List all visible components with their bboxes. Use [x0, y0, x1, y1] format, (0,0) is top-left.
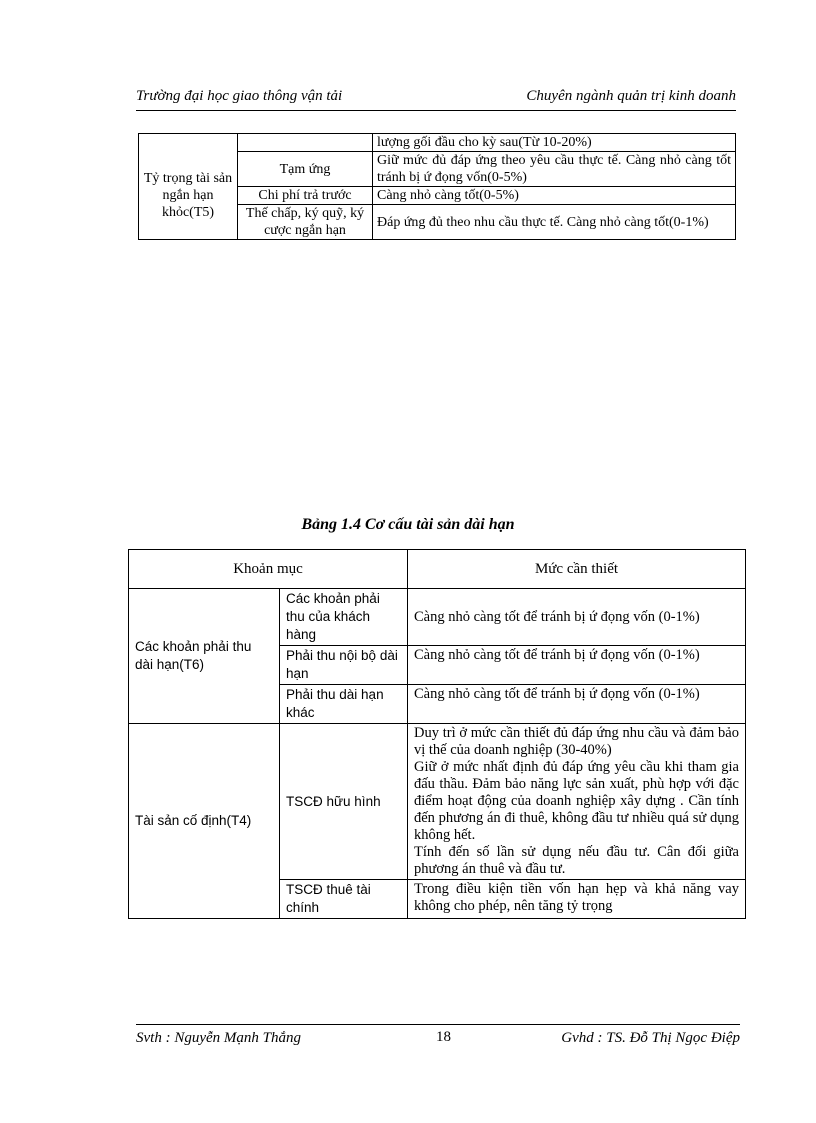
group-label-t5: Tỷ trọng tài sản ngắn hạn khỏc(T5) — [139, 152, 238, 240]
item-desc: Càng nhỏ càng tốt để tránh bị ứ đọng vốn (0-1%) — [408, 646, 746, 685]
item-label: Tạm ứng — [238, 152, 373, 187]
item-label: Phải thu dài hạn khác — [280, 685, 408, 724]
item-label: Phải thu nội bộ dài hạn — [280, 646, 408, 685]
desc-paragraph: Tính đến số lần sử dụng nếu đầu tư. Cân đối giữa phương án thuê và đầu tư. — [414, 844, 739, 877]
table-short-term-assets — [138, 133, 736, 240]
table-row — [139, 152, 736, 187]
table-cell: lượng gối đầu cho kỳ sau(Từ 10-20%) — [373, 134, 736, 152]
table-row — [129, 724, 746, 880]
item-desc: Trong điều kiện tiền vốn hạn hẹp và khả năng vay không cho phép, nên tăng tỷ trọng — [408, 880, 746, 919]
desc-paragraph: Duy trì ở mức cần thiết đủ đáp ứng nhu cầu và đảm bảo vị thế của doanh nghiệp (30-40%) — [414, 725, 739, 758]
item-label: Các khoản phải thu của khách hàng — [280, 589, 408, 646]
item-desc: Càng nhỏ càng tốt(0-5%) — [373, 187, 736, 205]
header-major: Chuyên ngành quản trị kinh doanh — [526, 88, 736, 104]
table-cell — [139, 134, 238, 152]
desc-paragraph: Giữ ở mức nhất định đủ đáp ứng yêu cầu khi tham gia đấu thầu. Đảm bảo năng lực sản xuất, phù hợp với đặc điểm hoạt động của doanh nghiệp xây dựng . Cần tính đến phương án đi thuê, không đầu tư nhiều quá sử dụng không hết. — [414, 759, 739, 843]
table-long-term-assets — [128, 549, 746, 919]
item-label: TSCĐ hữu hình — [280, 724, 408, 880]
footer-student: Svth : Nguyễn Mạnh Thắng — [136, 1030, 301, 1046]
table-cell — [238, 134, 373, 152]
page-header — [136, 88, 736, 111]
item-label: Thế chấp, ký quỹ, ký cược ngắn hạn — [238, 205, 373, 240]
table-header-row — [129, 550, 746, 589]
page-number: 18 — [436, 1029, 451, 1045]
item-desc: Càng nhỏ càng tốt để tránh bị ứ đọng vốn (0-1%) — [408, 685, 746, 724]
column-header-level: Mức cần thiết — [408, 550, 746, 589]
table-row — [129, 589, 746, 646]
footer-supervisor: Gvhd : TS. Đỗ Thị Ngọc Điệp — [561, 1030, 740, 1046]
item-label: TSCĐ thuê tài chính — [280, 880, 408, 919]
page-footer — [136, 1024, 740, 1051]
item-desc: Càng nhỏ càng tốt để tránh bị ứ đọng vốn (0-1%) — [408, 589, 746, 646]
item-label: Chi phí trả trước — [238, 187, 373, 205]
table-row — [139, 134, 736, 152]
column-header-item: Khoản mục — [129, 550, 408, 589]
group-label-t4: Tài sản cố định(T4) — [129, 724, 280, 919]
group-label-t6: Các khoản phải thu dài hạn(T6) — [129, 589, 280, 724]
header-university: Trường đại học giao thông vận tải — [136, 88, 343, 104]
table-caption: Bảng 1.4 Cơ cấu tài sản dài hạn — [301, 516, 515, 533]
item-desc: Giữ mức đủ đáp ứng theo yêu cầu thực tế. Càng nhỏ càng tốt tránh bị ứ đọng vốn(0-5%) — [373, 152, 736, 187]
item-desc: Đáp ứng đủ theo nhu cầu thực tế. Càng nhỏ càng tốt(0-1%) — [373, 205, 736, 240]
item-desc — [408, 724, 746, 880]
